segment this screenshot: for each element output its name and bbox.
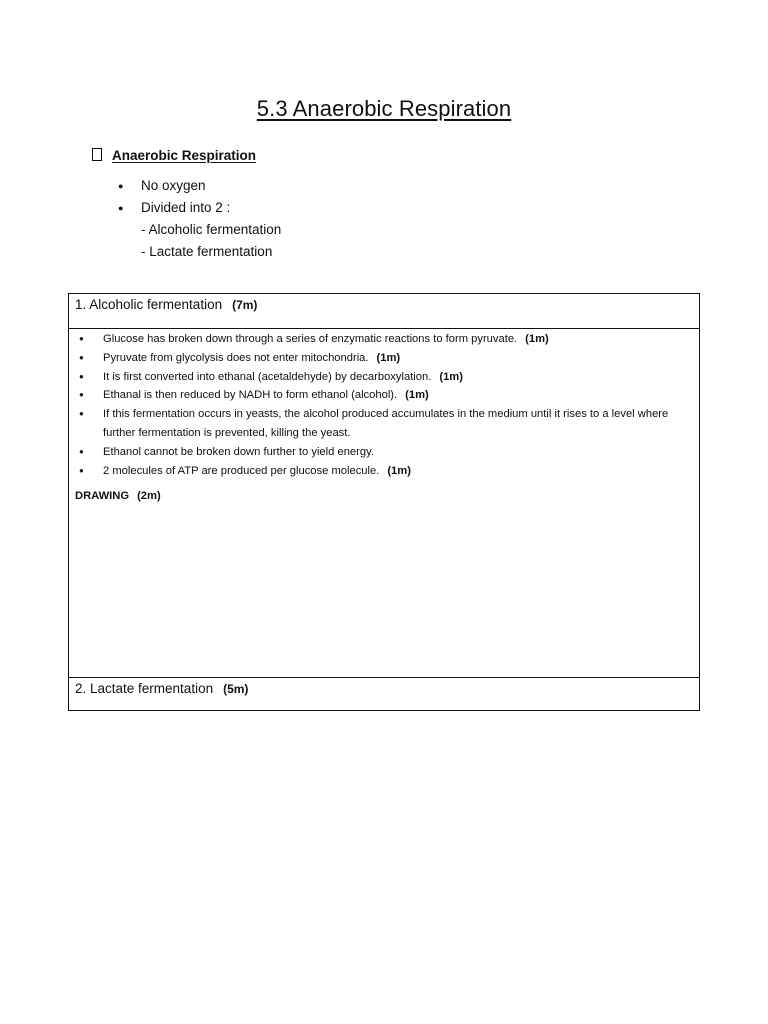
drawing-label: DRAWING: [75, 490, 130, 502]
point-text: Pyruvate from glycolysis does not enter mitochondria.: [103, 351, 369, 364]
answer-table: [68, 293, 700, 711]
lactate-fermentation-header: [69, 677, 699, 711]
list-item: [77, 386, 689, 405]
section-heading: [92, 148, 256, 163]
list-item: [118, 175, 281, 197]
page-title: 5.3 Anaerobic Respiration: [256, 96, 512, 121]
alcoholic-fermentation-marks: (7m): [232, 298, 258, 312]
list-item: [118, 197, 281, 219]
lactate-fermentation-marks: (5m): [223, 682, 249, 696]
point-marks: (1m): [525, 333, 549, 345]
alcoholic-fermentation-title-row: [75, 297, 257, 312]
point-marks: (1m): [387, 464, 411, 477]
intro-bullet-text: No oxygen: [141, 178, 206, 193]
bullet-icon: ●: [79, 390, 84, 400]
drawing-label-row: [75, 490, 161, 502]
alcoholic-fermentation-title: 1. Alcoholic fermentation: [75, 297, 223, 312]
list-item: [77, 405, 689, 443]
point-text: 2 molecules of ATP are produced per glucose molecule.: [103, 464, 380, 477]
bullet-icon: ●: [79, 352, 84, 362]
point-text: Glucose has broken down through a series of enzymatic reactions to form pyruvate.: [103, 333, 518, 345]
alcoholic-fermentation-points: [77, 330, 689, 480]
bullet-icon: ●: [79, 465, 84, 475]
list-item: [77, 462, 689, 481]
drawing-marks: (2m): [137, 490, 161, 502]
list-item: [77, 330, 689, 349]
bullet-icon: ●: [79, 334, 84, 343]
list-item: [77, 368, 689, 387]
list-subitem: - Lactate fermentation: [141, 244, 273, 259]
intro-list: [118, 175, 281, 263]
bullet-icon: ●: [118, 203, 124, 213]
list-subitem: - Alcoholic fermentation: [141, 222, 282, 237]
point-text: If this fermentation occurs in yeasts, the alcohol produced accumulates in the medium until it rises to a level where further fermentation is prevented, killing the yeast.: [103, 408, 669, 439]
point-marks: (1m): [376, 351, 401, 364]
section-heading-label: Anaerobic Respiration: [112, 148, 257, 163]
point-marks: (1m): [439, 370, 463, 383]
intro-bullet-text: Divided into 2 :: [141, 200, 231, 215]
alcoholic-fermentation-header: [69, 294, 699, 329]
point-text: Ethanal is then reduced by NADH to form ethanol (alcohol).: [103, 389, 398, 402]
bullet-icon: ●: [79, 371, 84, 381]
list-item: [77, 349, 689, 368]
checkbox-icon: [92, 148, 102, 161]
lactate-fermentation-title-row: [75, 681, 248, 696]
bullet-icon: ●: [79, 446, 84, 456]
lactate-fermentation-title: 2. Lactate fermentation: [75, 681, 214, 696]
bullet-icon: ●: [79, 409, 84, 419]
list-item: [77, 443, 689, 462]
point-marks: (1m): [405, 389, 429, 402]
point-text: Ethanol cannot be broken down further to yield energy.: [103, 445, 374, 458]
point-text: It is first converted into ethanal (acetaldehyde) by decarboxylation.: [103, 370, 432, 383]
bullet-icon: ●: [118, 181, 124, 191]
